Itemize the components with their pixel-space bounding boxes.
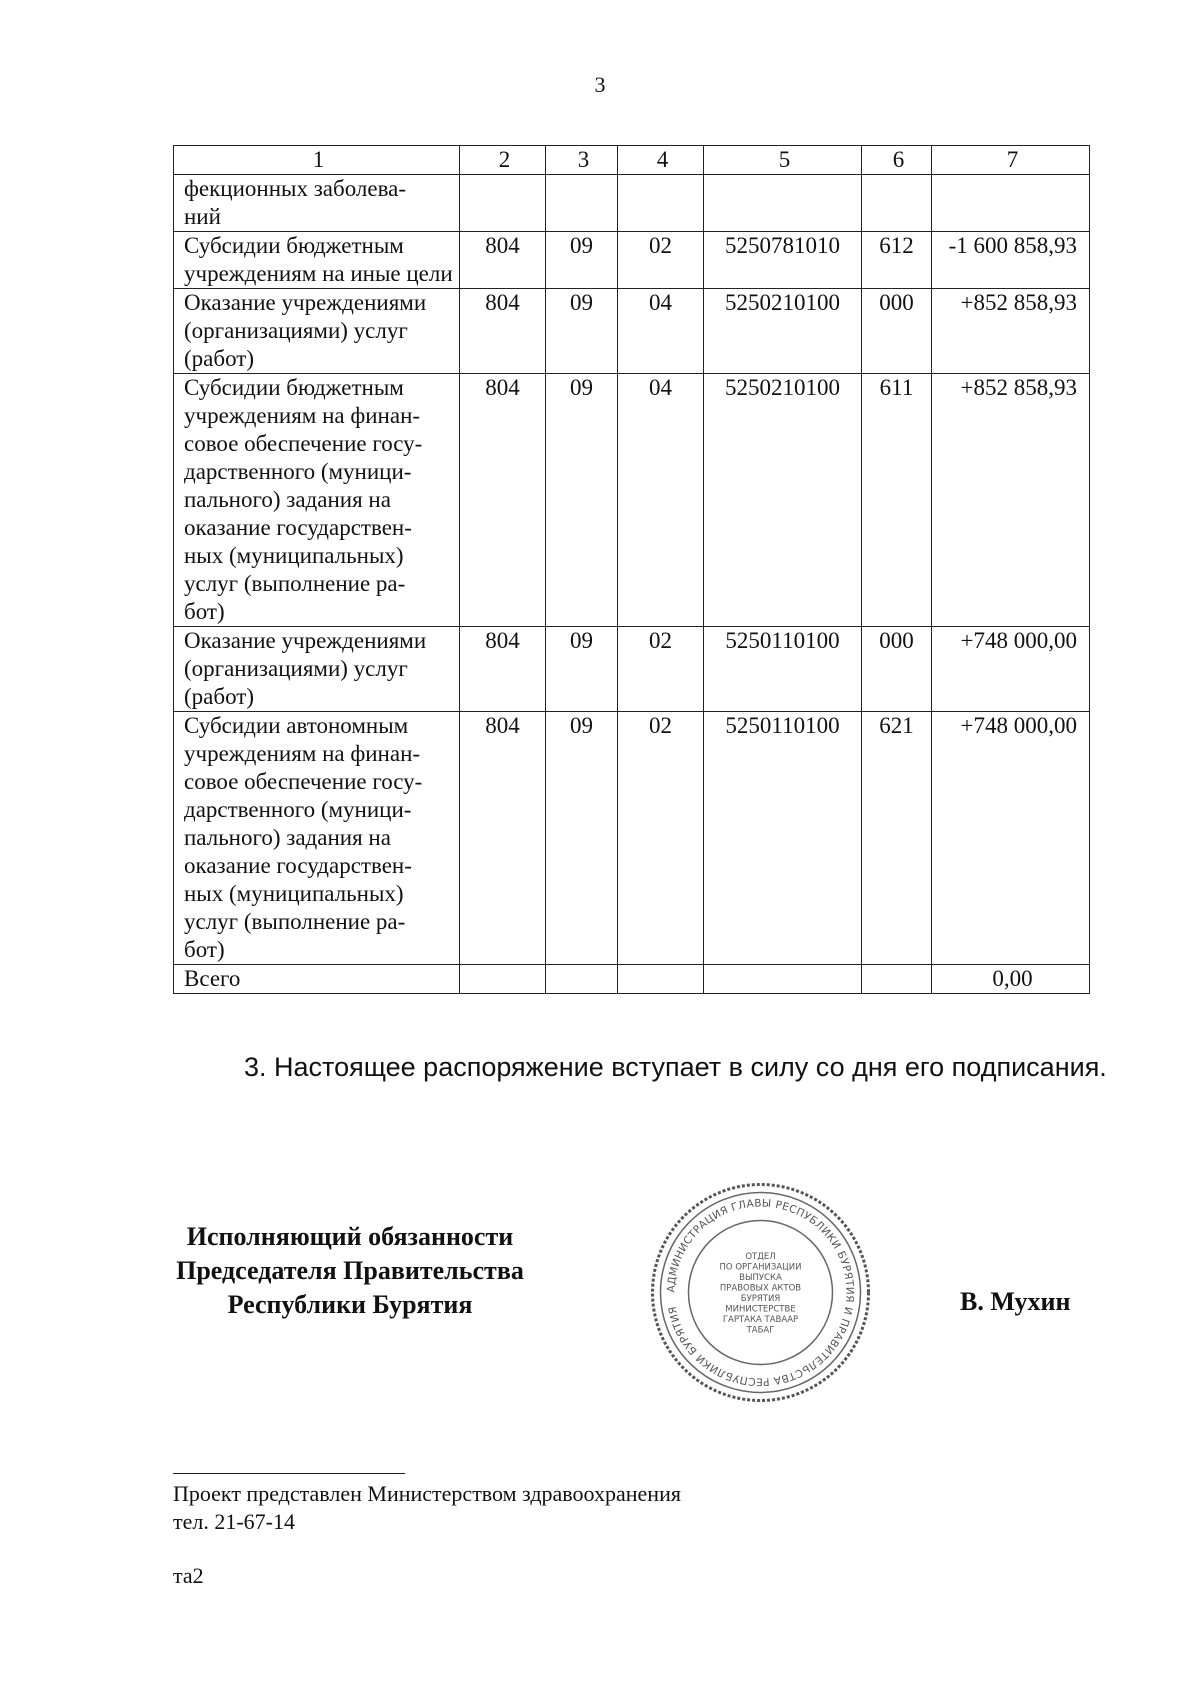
row-code-cell: 804 (460, 627, 546, 712)
row-code-cell: 804 (460, 289, 546, 374)
signature-title (150, 1220, 550, 1322)
row-code-cell: 804 (460, 712, 546, 965)
table-row (174, 627, 1090, 712)
row-amount-cell (932, 175, 1090, 232)
row-amount-cell: +748 000,00 (932, 627, 1090, 712)
row-code-cell: 000 (862, 289, 932, 374)
table-cell (862, 965, 932, 994)
seal-ring-textpath: АДМИНИСТРАЦИЯ ГЛАВЫ РЕСПУБЛИКИ БУРЯТИЯ И ПРАВИТЕЛЬСТВА РЕСПУБЛИКИ БУРЯТИЯ (665, 1197, 856, 1388)
budget-table (173, 145, 1090, 994)
row-code-cell: 611 (862, 374, 932, 627)
footnote-line: Проект представлен Министерством здравоохранения (173, 1481, 681, 1506)
footnote (173, 1480, 681, 1536)
row-amount-cell: +748 000,00 (932, 712, 1090, 965)
row-code-cell: 09 (546, 712, 618, 965)
row-code-cell (618, 175, 704, 232)
seal-center-line: ВЫПУСКА (739, 1272, 782, 1283)
row-code-cell: 612 (862, 232, 932, 289)
seal-center-line: ПРАВОВЫХ АКТОВ (719, 1283, 802, 1294)
row-code-cell: 621 (862, 712, 932, 965)
table-header-row (174, 146, 1090, 175)
footnote-divider (173, 1473, 405, 1474)
row-name-cell: Субсидии бюджетным учреждениям на иные цели (174, 232, 460, 289)
clause-text: 3. Настоящее распоряжение вступает в силу со дня его подписания. (244, 1052, 1107, 1082)
seal-center-line: ГАРТАКА ТАВААР (722, 1314, 799, 1325)
table-row (174, 712, 1090, 965)
row-code-cell: 09 (546, 627, 618, 712)
header-cell: 2 (460, 146, 546, 175)
header-cell: 4 (618, 146, 704, 175)
signer-name: В. Мухин (960, 1287, 1071, 1316)
row-code-cell: 5250781010 (704, 232, 862, 289)
row-code-cell: 04 (618, 374, 704, 627)
row-code-cell: 5250210100 (704, 289, 862, 374)
row-code-cell: 04 (618, 289, 704, 374)
row-code-cell: 000 (862, 627, 932, 712)
row-name-cell: Субсидии автономным учреждениям на финан- совое обеспечение госу- дарственного (муници- пального) задания на оказание государствен- ных (муниципальных) услуг (выполнение ра- бот) (174, 712, 460, 965)
header-cell: 1 (174, 146, 460, 175)
signature-title-line: Республики Бурятия (227, 1290, 473, 1319)
table-row (174, 289, 1090, 374)
row-name-cell: Оказание учреждениями (организациями) услуг (работ) (174, 627, 460, 712)
header-cell: 6 (862, 146, 932, 175)
row-code-cell: 02 (618, 712, 704, 965)
table-row (174, 374, 1090, 627)
seal-center-line: БУРЯТИЯ (740, 1293, 781, 1304)
header-cell: 3 (546, 146, 618, 175)
header-cell: 5 (704, 146, 862, 175)
total-value: 0,00 (932, 965, 1090, 994)
row-code-cell: 5250110100 (704, 712, 862, 965)
row-name-cell: Субсидии бюджетным учреждениям на финан- совое обеспечение госу- дарственного (муници- пального) задания на оказание государствен- ных (муниципальных) услуг (выполнение ра- бот) (174, 374, 460, 627)
seal-center-line: ОТДЕЛ (745, 1251, 776, 1262)
row-code-cell: 804 (460, 232, 546, 289)
row-code-cell: 09 (546, 232, 618, 289)
row-code-cell: 02 (618, 232, 704, 289)
row-code-cell: 09 (546, 289, 618, 374)
signature-title-line: Исполняющий обязанности (186, 1222, 514, 1251)
table-body (174, 175, 1090, 965)
table-cell (460, 965, 546, 994)
table-total-row (174, 965, 1090, 994)
row-name-cell: Оказание учреждениями (организациями) услуг (работ) (174, 289, 460, 374)
table-cell (546, 965, 618, 994)
document-code: та2 (173, 1563, 204, 1588)
row-name-cell: фекционных заболева- ний (174, 175, 460, 232)
seal-center-line: МИНИСТЕРСТВЕ (725, 1304, 796, 1315)
row-code-cell: 02 (618, 627, 704, 712)
official-seal (648, 1180, 873, 1405)
table-row (174, 175, 1090, 232)
row-code-cell: 804 (460, 374, 546, 627)
total-label: Всего (174, 965, 460, 994)
table-row (174, 232, 1090, 289)
row-code-cell (546, 175, 618, 232)
seal-center-line: ТАБАГ (746, 1325, 775, 1336)
row-code-cell: 09 (546, 374, 618, 627)
seal-center-text (720, 1252, 802, 1336)
seal-center-line: ПО ОРГАНИЗАЦИИ (719, 1262, 802, 1273)
page-number: 3 (594, 72, 606, 97)
row-code-cell: 5250210100 (704, 374, 862, 627)
row-amount-cell: -1 600 858,93 (932, 232, 1090, 289)
signature-title-line: Председателя Правительства (176, 1256, 524, 1285)
row-code-cell: 5250110100 (704, 627, 862, 712)
row-code-cell (862, 175, 932, 232)
row-amount-cell: +852 858,93 (932, 289, 1090, 374)
row-amount-cell: +852 858,93 (932, 374, 1090, 627)
row-code-cell (704, 175, 862, 232)
footnote-line: тел. 21-67-14 (173, 1509, 296, 1534)
header-cell: 7 (932, 146, 1090, 175)
seal-graphic (648, 1180, 873, 1405)
row-code-cell (460, 175, 546, 232)
table-cell (704, 965, 862, 994)
table-cell (618, 965, 704, 994)
